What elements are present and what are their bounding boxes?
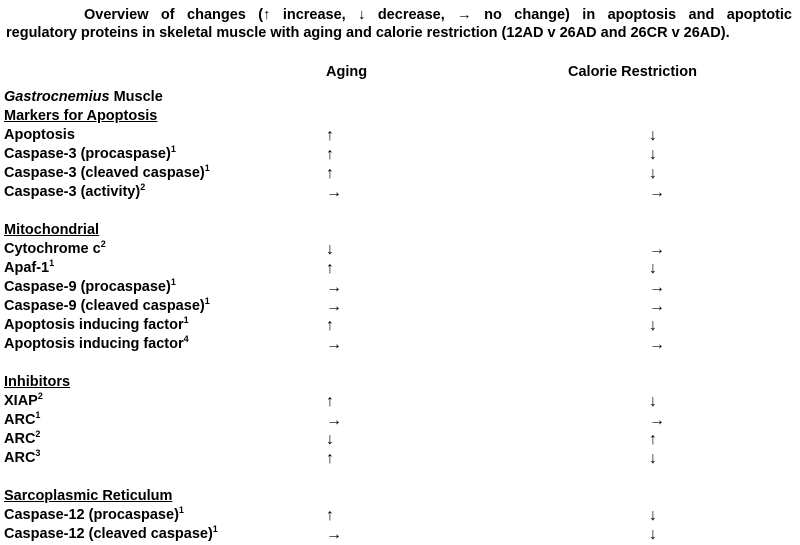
footnote-marker: 1 bbox=[204, 163, 210, 173]
table-row bbox=[4, 183, 794, 202]
row-label bbox=[4, 411, 40, 430]
row-label bbox=[4, 316, 189, 335]
calorie-restriction-change-arrow: ↓ bbox=[649, 260, 657, 277]
table-row bbox=[4, 449, 794, 468]
aging-change-arrow: ↑ bbox=[326, 393, 334, 410]
section-heading bbox=[4, 107, 794, 126]
row-label-text: Caspase-3 (activity) bbox=[4, 184, 141, 200]
calorie-restriction-change-arrow: ↓ bbox=[649, 393, 657, 410]
section-heading bbox=[4, 373, 794, 392]
row-label bbox=[4, 525, 218, 544]
footnote-marker: 2 bbox=[100, 239, 106, 249]
row-label-text: Caspase-12 (cleaved caspase) bbox=[4, 526, 213, 542]
row-label-text: Caspase-9 (procaspase) bbox=[4, 279, 171, 295]
section-heading-label: Inhibitors bbox=[4, 374, 71, 390]
table-row bbox=[4, 316, 794, 335]
row-label-text: Caspase-9 (cleaved caspase) bbox=[4, 298, 205, 314]
table-row bbox=[4, 164, 794, 183]
table-row bbox=[4, 240, 794, 259]
table-row bbox=[4, 411, 794, 430]
column-header-calorie-restriction: Calorie Restriction bbox=[568, 64, 697, 80]
muscle-title bbox=[4, 88, 794, 107]
calorie-restriction-change-arrow: ↓ bbox=[649, 146, 657, 163]
calorie-restriction-change-arrow: ↓ bbox=[649, 526, 657, 543]
table-caption bbox=[6, 6, 792, 42]
section-heading bbox=[4, 487, 794, 506]
table-row bbox=[4, 278, 794, 297]
aging-change-arrow: → bbox=[326, 279, 342, 296]
footnote-marker: 1 bbox=[204, 296, 210, 306]
row-label-text: Apaf-1 bbox=[4, 260, 50, 276]
aging-change-arrow: ↑ bbox=[326, 127, 334, 144]
row-label bbox=[4, 126, 75, 145]
row-label bbox=[4, 145, 176, 164]
aging-change-arrow: ↓ bbox=[326, 241, 334, 258]
footnote-marker: 2 bbox=[35, 429, 41, 439]
footnote-marker: 1 bbox=[170, 277, 176, 287]
calorie-restriction-change-arrow: → bbox=[649, 184, 665, 201]
column-header-aging: Aging bbox=[326, 64, 368, 80]
row-label-text: Caspase-12 (procaspase) bbox=[4, 507, 179, 523]
footnote-marker: 1 bbox=[183, 315, 189, 325]
row-label-text: Caspase-3 (procaspase) bbox=[4, 146, 171, 162]
calorie-restriction-change-arrow: → bbox=[649, 241, 665, 258]
table-row bbox=[4, 506, 794, 525]
row-label bbox=[4, 297, 210, 316]
section-heading-label: Sarcoplasmic Reticulum bbox=[4, 488, 173, 504]
table-row bbox=[4, 259, 794, 278]
aging-change-arrow: → bbox=[326, 298, 342, 315]
calorie-restriction-change-arrow: → bbox=[649, 412, 665, 429]
aging-change-arrow: ↑ bbox=[326, 507, 334, 524]
aging-change-arrow: ↑ bbox=[326, 146, 334, 163]
table-row bbox=[4, 335, 794, 354]
calorie-restriction-change-arrow: ↓ bbox=[649, 507, 657, 524]
table-row bbox=[4, 392, 794, 411]
calorie-restriction-change-arrow: → bbox=[649, 298, 665, 315]
row-label bbox=[4, 335, 189, 354]
footnote-marker: 2 bbox=[37, 391, 43, 401]
table-row bbox=[4, 430, 794, 449]
aging-change-arrow: ↑ bbox=[326, 165, 334, 182]
calorie-restriction-change-arrow: → bbox=[649, 336, 665, 353]
row-label bbox=[4, 183, 145, 202]
aging-change-arrow: ↑ bbox=[326, 260, 334, 277]
footnote-marker: 1 bbox=[35, 410, 41, 420]
table-row bbox=[4, 525, 794, 544]
row-label-text: Apoptosis inducing factor bbox=[4, 317, 184, 333]
row-label bbox=[4, 259, 54, 278]
row-label-text: ARC bbox=[4, 450, 36, 466]
row-label bbox=[4, 392, 43, 411]
footnote-marker: 1 bbox=[170, 144, 176, 154]
caption-line-2: regulatory proteins in skeletal muscle with aging and calorie restriction (12AD v 26AD and 26CR v 26AD). bbox=[6, 25, 730, 41]
aging-change-arrow: ↓ bbox=[326, 431, 334, 448]
row-label-text: Apoptosis bbox=[4, 127, 75, 143]
calorie-restriction-change-arrow: → bbox=[649, 279, 665, 296]
aging-change-arrow: → bbox=[326, 526, 342, 543]
calorie-restriction-change-arrow: ↓ bbox=[649, 317, 657, 334]
row-label bbox=[4, 449, 40, 468]
table-row bbox=[4, 126, 794, 145]
calorie-restriction-change-arrow: ↓ bbox=[649, 127, 657, 144]
caption-line-1: Overview of changes (↑ increase, ↓ decrease, → no change) in apoptosis and apoptotic bbox=[84, 7, 792, 23]
footnote-marker: 1 bbox=[212, 524, 218, 534]
row-label-text: ARC bbox=[4, 431, 36, 447]
footnote-marker: 4 bbox=[183, 334, 189, 344]
table-row bbox=[4, 297, 794, 316]
row-label-text: Caspase-3 (cleaved caspase) bbox=[4, 165, 205, 181]
section-heading-label: Mitochondrial bbox=[4, 222, 100, 238]
section-heading bbox=[4, 221, 794, 240]
muscle-suffix: Muscle bbox=[109, 89, 163, 105]
row-label bbox=[4, 430, 40, 449]
muscle-name: Gastrocnemius bbox=[4, 89, 110, 105]
aging-change-arrow: ↑ bbox=[326, 317, 334, 334]
calorie-restriction-change-arrow: ↓ bbox=[649, 165, 657, 182]
row-label-text: Apoptosis inducing factor bbox=[4, 336, 184, 352]
calorie-restriction-change-arrow: ↓ bbox=[649, 450, 657, 467]
row-label-text: ARC bbox=[4, 412, 36, 428]
footnote-marker: 1 bbox=[49, 258, 55, 268]
row-label bbox=[4, 278, 176, 297]
aging-change-arrow: → bbox=[326, 412, 342, 429]
section-heading-label: Markers for Apoptosis bbox=[4, 108, 158, 124]
aging-change-arrow: ↑ bbox=[326, 450, 334, 467]
aging-change-arrow: → bbox=[326, 336, 342, 353]
table-row bbox=[4, 145, 794, 164]
calorie-restriction-change-arrow: ↑ bbox=[649, 431, 657, 448]
footnote-marker: 2 bbox=[140, 182, 146, 192]
row-label bbox=[4, 240, 106, 259]
footnote-marker: 1 bbox=[178, 505, 184, 515]
row-label-text: XIAP bbox=[4, 393, 38, 409]
row-label-text: Cytochrome c bbox=[4, 241, 101, 257]
footnote-marker: 3 bbox=[35, 448, 41, 458]
row-label bbox=[4, 164, 210, 183]
aging-change-arrow: → bbox=[326, 184, 342, 201]
row-label bbox=[4, 506, 184, 525]
